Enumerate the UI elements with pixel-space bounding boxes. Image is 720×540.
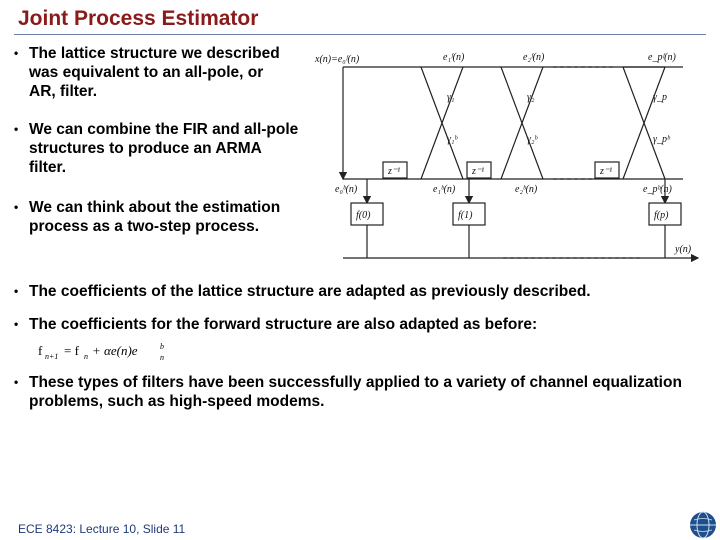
gamma-p: γ_p (653, 92, 667, 103)
formula-term: + αe(n)e (92, 343, 138, 358)
gamma-1: γ₁ (447, 92, 455, 103)
formula-rhs-sub: n (84, 352, 88, 361)
gamma-b-1: γ₁ᵇ (447, 134, 458, 145)
fwd-label-2: e₂ᶠ(n) (523, 52, 545, 63)
bwd-label-2: e₂ᵇ(n) (515, 184, 538, 195)
bullet-dot: • (14, 200, 19, 214)
bullet-text: We can combine the FIR and all-pole structures to produce an ARMA filter. (29, 121, 299, 176)
bullet-dot: • (14, 317, 19, 331)
title-divider (14, 34, 706, 35)
formula-lhs-sub: n+1 (45, 352, 59, 361)
formula-lhs: f (38, 343, 43, 358)
bullet-dot: • (14, 284, 19, 298)
fwd-label-1: e₁ᶠ(n) (443, 52, 465, 63)
bullet-text: These types of filters have been successfully applied to a variety of channel equalization problems, such as high-speed modems. (29, 374, 682, 410)
gamma-2: γ₂ (527, 92, 535, 103)
gamma-b-2: γ₂ᵇ (527, 134, 538, 145)
bullet-1 (14, 44, 284, 101)
bullet-3 (14, 198, 284, 236)
globe-icon (688, 510, 718, 540)
output-label: y(n) (675, 244, 692, 255)
input-label: x(n)=e₀ᶠ(n) (315, 54, 360, 65)
bullet-dot: • (14, 122, 19, 136)
bullet-4 (14, 282, 704, 301)
bullet-dot: • (14, 46, 19, 60)
tap-label-1: f(1) (458, 210, 473, 221)
bullet-text: We can think about the estimation process as a two-step process. (29, 199, 281, 235)
formula-term-sup: b (160, 342, 164, 351)
delay-label-p: z⁻¹ (600, 166, 613, 177)
bullet-text: The lattice structure we described was equivalent to an all-pole, or AR, filter. (29, 45, 280, 100)
slide-footer: ECE 8423: Lecture 10, Slide 11 (18, 522, 186, 536)
bullet-6 (14, 373, 704, 411)
formula-rhs: = f (64, 343, 79, 358)
delay-label-1: z⁻¹ (388, 166, 401, 177)
delay-label-2: z⁻¹ (472, 166, 485, 177)
bullet-2 (14, 120, 299, 177)
formula-term-sub: n (160, 353, 164, 362)
tap-label-0: f(0) (356, 210, 371, 221)
gamma-b-p: γ_pᵇ (653, 134, 670, 145)
slide-title: Joint Process Estimator (18, 7, 259, 30)
bwd-label-1: e₁ᵇ(n) (433, 184, 456, 195)
bullet-text: The coefficients for the forward structure are also adapted as before: (29, 316, 538, 333)
bullet-dot: • (14, 375, 19, 389)
bullet-5 (14, 315, 704, 334)
update-formula (36, 340, 186, 364)
bwd-label-0: e₀ᵇ(n) (335, 184, 358, 195)
lattice-diagram (303, 40, 705, 272)
bullet-text: The coefficients of the lattice structure are adapted as previously described. (29, 283, 591, 300)
fwd-label-p: e_pᶠ(n) (648, 52, 676, 63)
bwd-label-p: e_pᵇ(n) (643, 184, 672, 195)
tap-label-p: f(p) (654, 210, 669, 221)
